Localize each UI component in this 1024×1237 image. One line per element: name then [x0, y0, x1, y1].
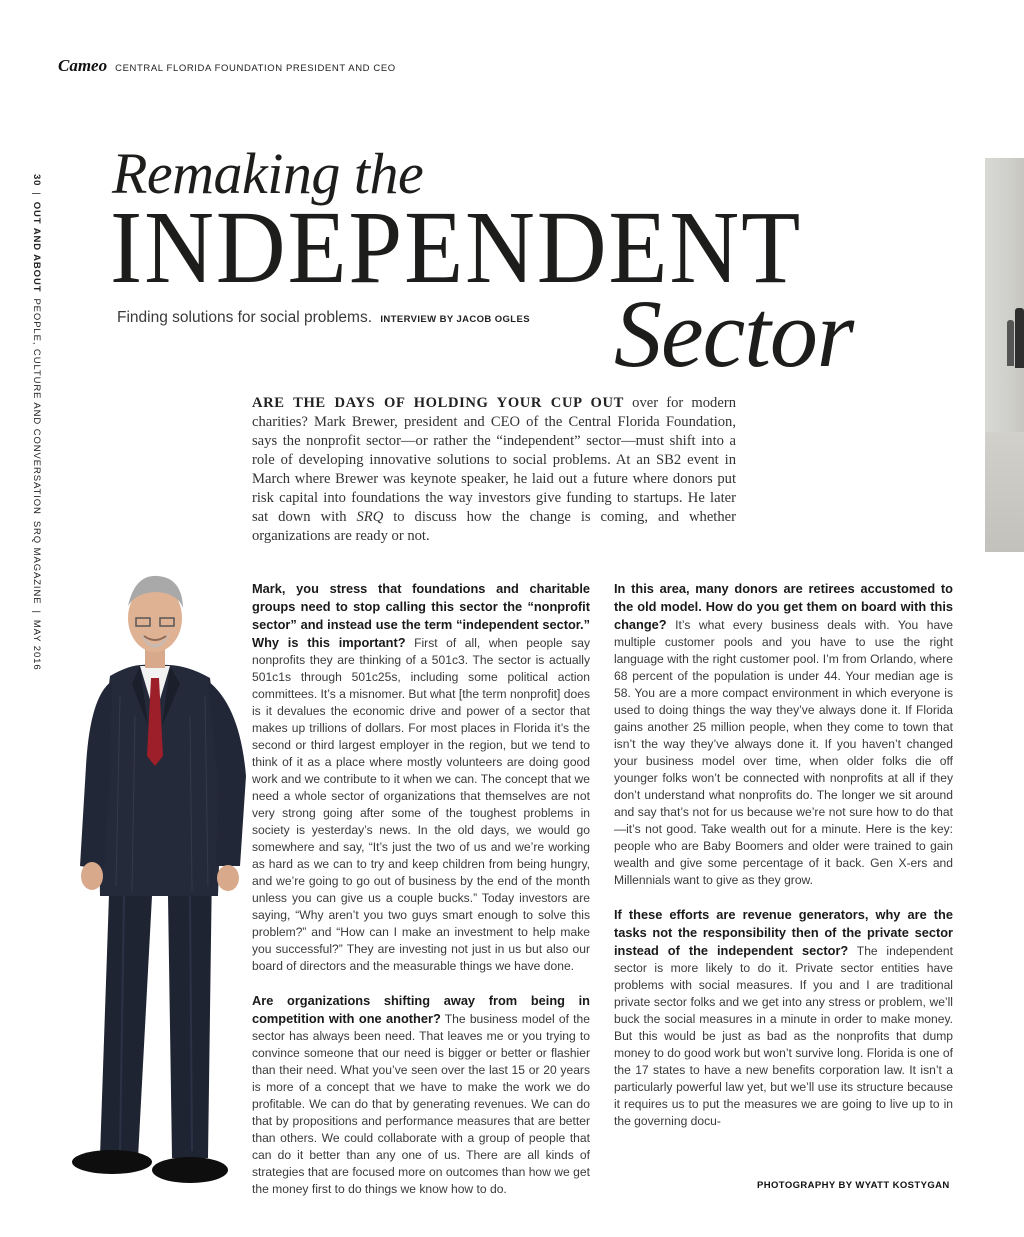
- intro-text-1: over for modern charities? Mark Brewer, president and CEO of the Central Florida Foundation, says the nonprofit sector—or rather the “independent” sector—must shift into a role of developing innovative solutions to social problems. At an SB2 event in March where Brewer was keynote speaker, he laid out a future where donors put risk capital into foundations the way investors give funding to startups. He later sat down with: [252, 395, 736, 525]
- spine-magazine: SRQ MAGAZINE: [31, 520, 42, 605]
- question: In this area, many donors are retirees accustomed to the old model. How do you get them on board with this change?: [614, 581, 953, 632]
- spine-section: OUT AND ABOUT: [31, 201, 42, 293]
- headline-line-1: Remaking the: [112, 141, 424, 206]
- adjacent-photo-edge: [985, 158, 1024, 552]
- header-title: CENTRAL FLORIDA FOUNDATION PRESIDENT AND CEO: [115, 63, 396, 74]
- qa-block: [614, 580, 953, 889]
- answer: The independent sector is more likely to do it. Private sector entities have problems with social measures. If you and I are traditional private sector folks and we get into any stress or problem, we’ll buck the social measures in a minute in order to make money. But this would be just as bad as the nonprofits that dump money to do good work but won’t survive long. Florida is one of the 17 states to have a new benefits corporation law. It isn’t a particularly powerful law yet, but we’ll use its structure because it requires us to put the measures we are going to live up to in the governing docu-: [614, 944, 953, 1128]
- spine-divider: |: [31, 610, 42, 614]
- qa-block: [252, 580, 590, 975]
- portrait-photo: [40, 566, 270, 1188]
- running-header: [58, 56, 396, 76]
- page-number: 30: [31, 174, 42, 187]
- photo-figure: [1007, 320, 1014, 366]
- article-column-1: [252, 580, 590, 1198]
- spine-tagline: PEOPLE, CULTURE AND CONVERSATION: [31, 298, 42, 515]
- deck-text: Finding solutions for social problems.: [117, 309, 373, 326]
- qa-block: [614, 906, 953, 1130]
- headline-line-2: INDEPENDENT: [110, 190, 803, 305]
- section-brand: Cameo: [58, 56, 108, 75]
- intro-magazine: SRQ: [356, 509, 384, 525]
- spine-divider: |: [31, 192, 42, 196]
- question: Mark, you stress that foundations and charitable groups need to stop calling this sector the “nonprofit sector” and instead use the term “independent sector.” Why is this important?: [252, 581, 590, 650]
- byline: INTERVIEW BY JACOB OGLES: [380, 314, 530, 325]
- article-column-2: [614, 580, 953, 1130]
- photo-credit: PHOTOGRAPHY BY WYATT KOSTYGAN: [757, 1180, 950, 1191]
- answer: First of all, when people say nonprofits they are thinking of a 501c3. The sector is actually 501c1s through 501c25s, including some political action committees. It’s a misnomer. But what [the term nonprofit] does is it devalues the economic drive and power of a sector that makes up trillions of dollars. For most places in Florida it’s the second or third largest employer in the region, but we tend to think of it as a place where mostly volunteers are doing good work and we contribute to it when we can. The concept that we need a whole sector of organizations that themselves are not very strong going after some of the toughest problems in society is yesterday’s news. In the old days, we would go somewhere and say, “It’s just the two of us and we’re working as hard as we can to try and keep children from being hungry, and we’re going to go out of business by the end of the month unless you can give us a couple bucks.” Today investors are saying, “Why aren’t you two guys smart enough to solve this problem?” and “How can I make an investment to help make you successful?” They are investing not just in us but also our board of directors and the measurable things we have done.: [252, 636, 590, 973]
- answer: The business model of the sector has always been need. That leaves me or you trying to convince someone that our need is bigger or better or flashier than their need. What you’ve seen over the last 15 or 20 years is more of a concept that we have to make the work we do profitable. We can do that by generating revenues. We can do that by propositions and performance measures that are better than others. We could collaborate with a group of people that can do it better than any one of us. There are all kinds of strategies that are focused more on outcomes than how we get the money first to do things we know how to do.: [252, 1012, 590, 1196]
- photo-figure: [1015, 308, 1024, 368]
- answer: It’s what every business deals with. You have multiple customer pools and you have to use the right language with the right customer pool. I’m from Orlando, where 68 percent of the population is under 44. Your median age is 58. You are a more compact environment in which everyone is used to doing things the way they’ve always done it. If Florida gains another 25 million people, when they come to town that isn’t the way they’ve always done it. If you haven’t changed your business model over time, when older folks die off younger folks won’t be connected with nonprofits at all if they don’t understand what nonprofits do. The longer we sit around and say that’s not for us because we’re not sure how to do that—it’s not good. Take wealth out for a minute. Here is the key: people who are Baby Boomers and older were trained to gain wealth and give some percentage of it back. Gen X-ers and Millennials want to give as they grow.: [614, 618, 953, 887]
- intro-paragraph: [252, 394, 736, 546]
- deck: [117, 309, 530, 327]
- intro-lead: ARE THE DAYS OF HOLDING YOUR CUP OUT: [252, 395, 624, 411]
- qa-block: [252, 992, 590, 1198]
- question: If these efforts are revenue generators, why are the tasks not the responsibility then of the private sector instead of the independent sector?: [614, 907, 953, 958]
- spine-issue: MAY 2016: [31, 619, 42, 671]
- headline-line-3: Sector: [614, 280, 854, 387]
- question: Are organizations shifting away from being in competition with one another?: [252, 993, 590, 1026]
- intro-text-2: to discuss how the change is coming, and whether organizations are ready or not.: [252, 509, 736, 544]
- photo-floor: [985, 432, 1024, 552]
